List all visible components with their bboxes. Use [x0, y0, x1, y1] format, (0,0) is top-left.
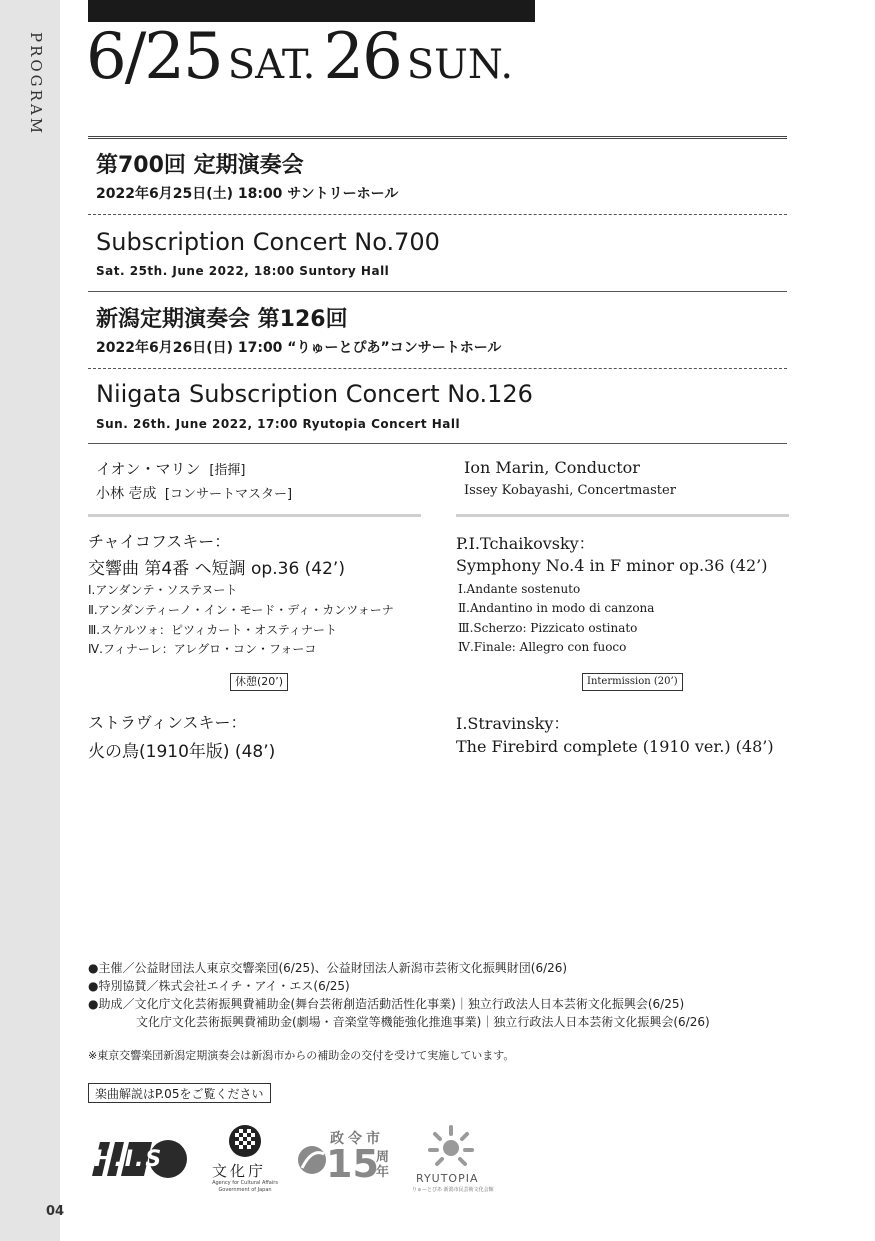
bunkacho-emblem-icon: [225, 1124, 265, 1158]
side-band: [0, 0, 60, 1241]
credit-line: ●主催／公益財団法人東京交響楽団(6/25)、公益財団法人新潟市芸術文化振興財団(6/26): [88, 961, 568, 975]
movement-jp: Ⅱ.アンダンティーノ・イン・モード・ディ・カンツォーナ: [88, 603, 394, 617]
performer1-jp: [96, 458, 246, 479]
bunkacho-text: 文化庁: [212, 1162, 267, 1180]
concert2-title-jp: 新潟定期演奏会 第126回: [96, 307, 348, 332]
concert2-detail-jp: 2022年6月26日(日) 17:00 “りゅーとぴあ”コンサートホール: [96, 340, 502, 356]
date-day2: 26: [323, 20, 401, 94]
work1-composer-en: P.I.Tchaikovsky：: [456, 534, 595, 553]
footnote: ※東京交響楽団新潟定期演奏会は新潟市からの補助金の交付を受けて実施しています。: [88, 1049, 515, 1062]
work1-title-en: Symphony No.4 in F minor op.36 (42’): [456, 556, 768, 575]
ryutopia-mark-icon: [426, 1124, 476, 1168]
ryutopia-text: RYUTOPIA: [416, 1172, 479, 1185]
header-bar: [88, 0, 535, 22]
commentary-reference: 楽曲解説はP.05をご覧ください: [88, 1083, 271, 1103]
city-top-text: 政令市: [330, 1131, 384, 1147]
city-leaf-icon: [296, 1144, 328, 1176]
movement-en: Ⅰ.Andante sostenuto: [458, 582, 581, 596]
city-side-text: 周年: [376, 1150, 390, 1180]
bunkacho-logo: [210, 1124, 280, 1194]
concert2-title-en: Niigata Subscription Concert No.126: [96, 380, 533, 408]
concert1-title-jp: 第700回 定期演奏会: [96, 153, 304, 178]
work2-title-jp: 火の鳥(1910年版) (48’): [88, 742, 276, 762]
divider-gray: [456, 514, 789, 517]
bunkacho-sub1: Agency for Cultural Affairs: [212, 1180, 278, 1186]
concert2-detail-en: Sun. 26th. June 2022, 17:00 Ryutopia Concert Hall: [96, 417, 461, 431]
concert1-detail-jp: 2022年6月25日(土) 18:00 サントリーホール: [96, 186, 399, 202]
bunkacho-sub2: Government of Japan: [218, 1187, 272, 1193]
section-label: PROGRAM: [27, 32, 45, 137]
performer1-en: Ion Marin, Conductor: [464, 458, 640, 477]
divider-gray: [88, 514, 421, 517]
work1-composer-jp: チャイコフスキー：: [88, 532, 231, 551]
performer1-name-jp: イオン・マリン: [96, 460, 201, 478]
date-day1: 6/25: [86, 20, 222, 94]
divider-dashed: [88, 214, 787, 215]
ryutopia-logo: [412, 1124, 494, 1196]
work2-composer-en: I.Stravinsky：: [456, 714, 570, 733]
performer1-role-jp: [指揮]: [209, 463, 246, 478]
credit-line: 文化庁文化芸術振興費補助金(劇場・音楽堂等機能強化推進事業)｜独立行政法人日本芸術文化振興会(6/26): [88, 1015, 710, 1029]
date-day1-dow: SAT.: [227, 42, 316, 88]
divider-solid: [88, 291, 787, 292]
movement-jp: Ⅳ.フィナーレ：アレグロ・コン・フォーコ: [88, 642, 317, 656]
ryutopia-sub: りゅーとぴあ 新潟市民芸術文化会館: [412, 1187, 494, 1193]
concert1-title-en: Subscription Concert No.700: [96, 228, 440, 256]
movement-jp: Ⅲ.スケルツォ：ピツィカート・オスティナート: [88, 623, 337, 637]
movement-en: Ⅳ.Finale: Allegro con fuoco: [458, 640, 627, 654]
city-number: 15: [326, 1142, 379, 1186]
date-heading: [86, 20, 521, 94]
work1-title-jp: 交響曲 第4番 ヘ短調 op.36 (42’): [88, 559, 345, 579]
page-number: 04: [46, 1204, 65, 1219]
movement-en: Ⅲ.Scherzo: Pizzicato ostinato: [458, 621, 638, 635]
movement-jp: Ⅰ.アンダンテ・ソステヌート: [88, 583, 238, 597]
concert1-detail-en: Sat. 25th. June 2022, 18:00 Suntory Hall: [96, 264, 390, 278]
intermission-jp: 休憩(20’): [230, 673, 288, 691]
city-15th-logo: [296, 1128, 396, 1188]
intermission-en: Intermission (20’): [582, 673, 683, 691]
work2-composer-jp: ストラヴィンスキー：: [88, 713, 247, 732]
performer2-en: Issey Kobayashi, Concertmaster: [464, 483, 676, 498]
performer2-name-jp: 小林 壱成: [96, 486, 157, 502]
his-logo: [90, 1138, 190, 1184]
performer2-role-jp: [コンサートマスター]: [164, 487, 293, 502]
credit-line: ●助成／文化庁文化芸術振興費補助金(舞台芸術創造活動活性化事業)｜独立行政法人日本芸術文化振興会(6/25): [88, 997, 685, 1011]
date-day2-dow: SUN.: [406, 42, 514, 88]
divider-dashed: [88, 368, 787, 369]
divider-solid: [88, 443, 787, 444]
performer2-jp: [96, 483, 292, 503]
credit-line: ●特別協賛／株式会社エイチ・アイ・エス(6/25): [88, 979, 350, 993]
his-logo-text: H.I.S: [94, 1147, 164, 1172]
movement-en: Ⅱ.Andantino in modo di canzona: [458, 601, 655, 615]
work2-title-en: The Firebird complete (1910 ver.) (48’): [456, 737, 774, 756]
divider-double: [88, 136, 787, 139]
